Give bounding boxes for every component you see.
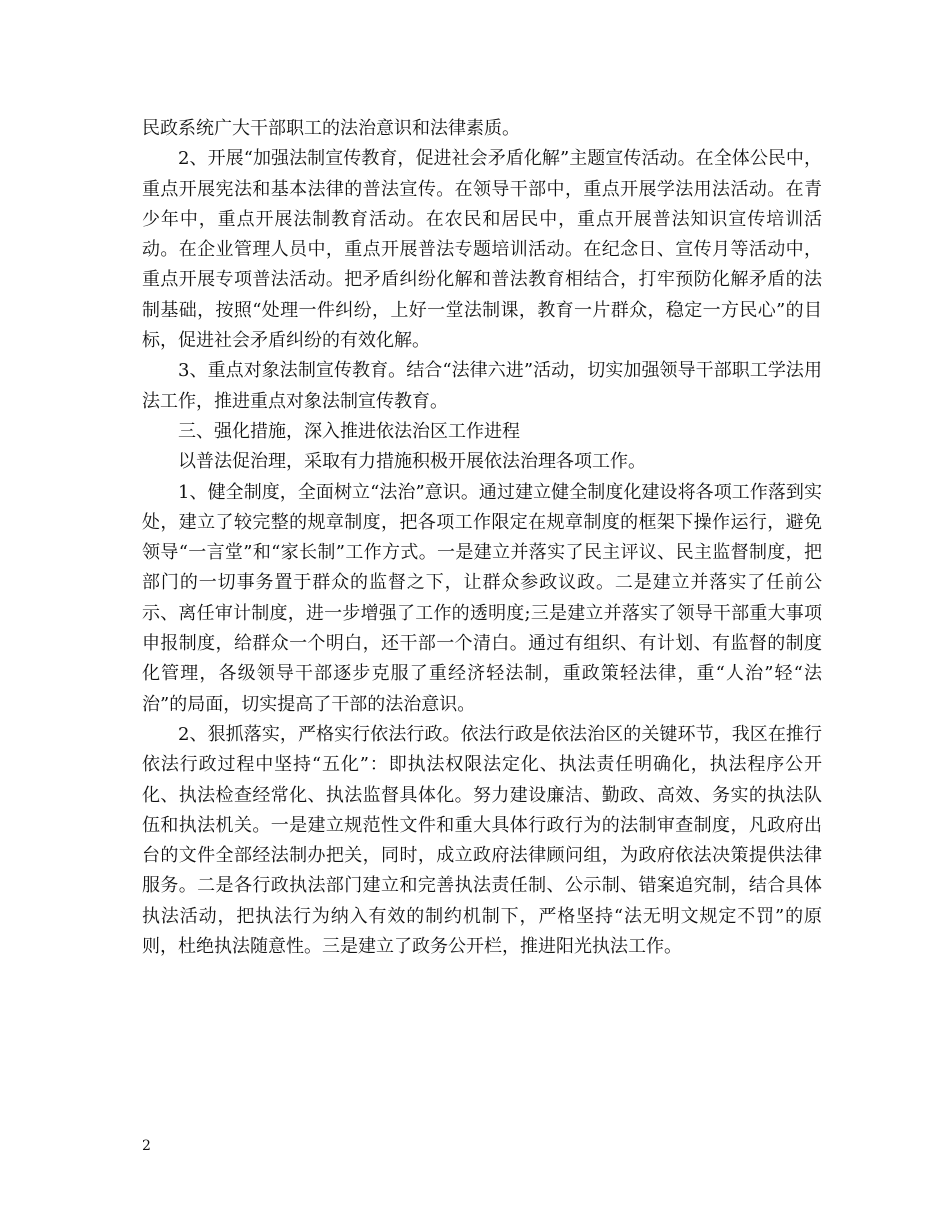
document-body bbox=[142, 114, 822, 962]
page-number: 2 bbox=[142, 1138, 151, 1154]
paragraph-section-intro: 以普法促治理，采取有力措施积极开展依法治理各项工作。 bbox=[178, 451, 646, 473]
paragraph-continuation: 民政系统广大干部职工的法治意识和法律素质。 bbox=[142, 118, 520, 139]
paragraph-improve-systems: 1、健全制度，全面树立“法治”意识。通过建立健全制度化建设将各项工作落到实处，建立了较完整的规章制度，把各项工作限定在规章制度的框架下操作运行，避免领导“一言堂”和“家长制”工作方式。一是建立并落实了民主评议、民主监督制度，把部门的一切事务置于群众的监督之下，让群众参政议政。二是建立并落实了任前公示、离任审计制度，进一步增强了工作的透明度;三是建立并落实了领导干部重大事项申报制度，给群众一个明白，还干部一个清白。通过有组织、有计划、有监督的制度化管理，各级领导干部逐步克服了重经济轻法制，重政策轻法律，重“人治”轻“法治”的局面，切实提高了干部的法治意识。 bbox=[142, 481, 822, 715]
paragraph-administration-by-law: 2、狠抓落实，严格实行依法行政。依法行政是依法治区的关键环节，我区在推行依法行政过程中坚持“五化”：即执法权限法定化、执法责任明确化，执法程序公开化、执法检查经常化、执法监督具体化。努力建设廉洁、勤政、高效、务实的执法队伍和执法机关。一是建立规范性文件和重大具体行政行为的法制审查制度，凡政府出台的文件全部经法制办把关，同时，成立政府法律顾问组，为政府依法决策提供法律服务。二是各行政执法部门建立和完善执法责任制、公示制、错案追究制，结合具体执法活动，把执法行为纳入有效的制约机制下，严格坚持“法无明文规定不罚”的原则，杜绝执法随意性。三是建立了政务公开栏，推进阳光执法工作。 bbox=[142, 723, 822, 958]
paragraph-legal-publicity-campaign: 2、开展“加强法制宣传教育，促进社会矛盾化解”主题宣传活动。在全体公民中，重点开展宪法和基本法律的普法宣传。在领导干部中，重点开展学法用法活动。在青少年中，重点开展法制教育活动。在农民和居民中，重点开展普法知识宣传培训活动。在企业管理人员中，重点开展普法专题培训活动。在纪念日、宣传月等活动中，重点开展专项普法活动。把矛盾纠纷化解和普法教育相结合，打牢预防化解矛盾的法制基础，按照“处理一件纠纷，上好一堂法制课，教育一片群众，稳定一方民心”的目标，促进社会矛盾纠纷的有效化解。 bbox=[142, 148, 822, 352]
section-heading: 三、强化措施，深入推进依法治区工作进程 bbox=[178, 420, 520, 442]
paragraph-key-target-education: 3、重点对象法制宣传教育。结合“法律六进”活动，切实加强领导干部职工学法用法工作，推进重点对象法制宣传教育。 bbox=[142, 360, 822, 412]
